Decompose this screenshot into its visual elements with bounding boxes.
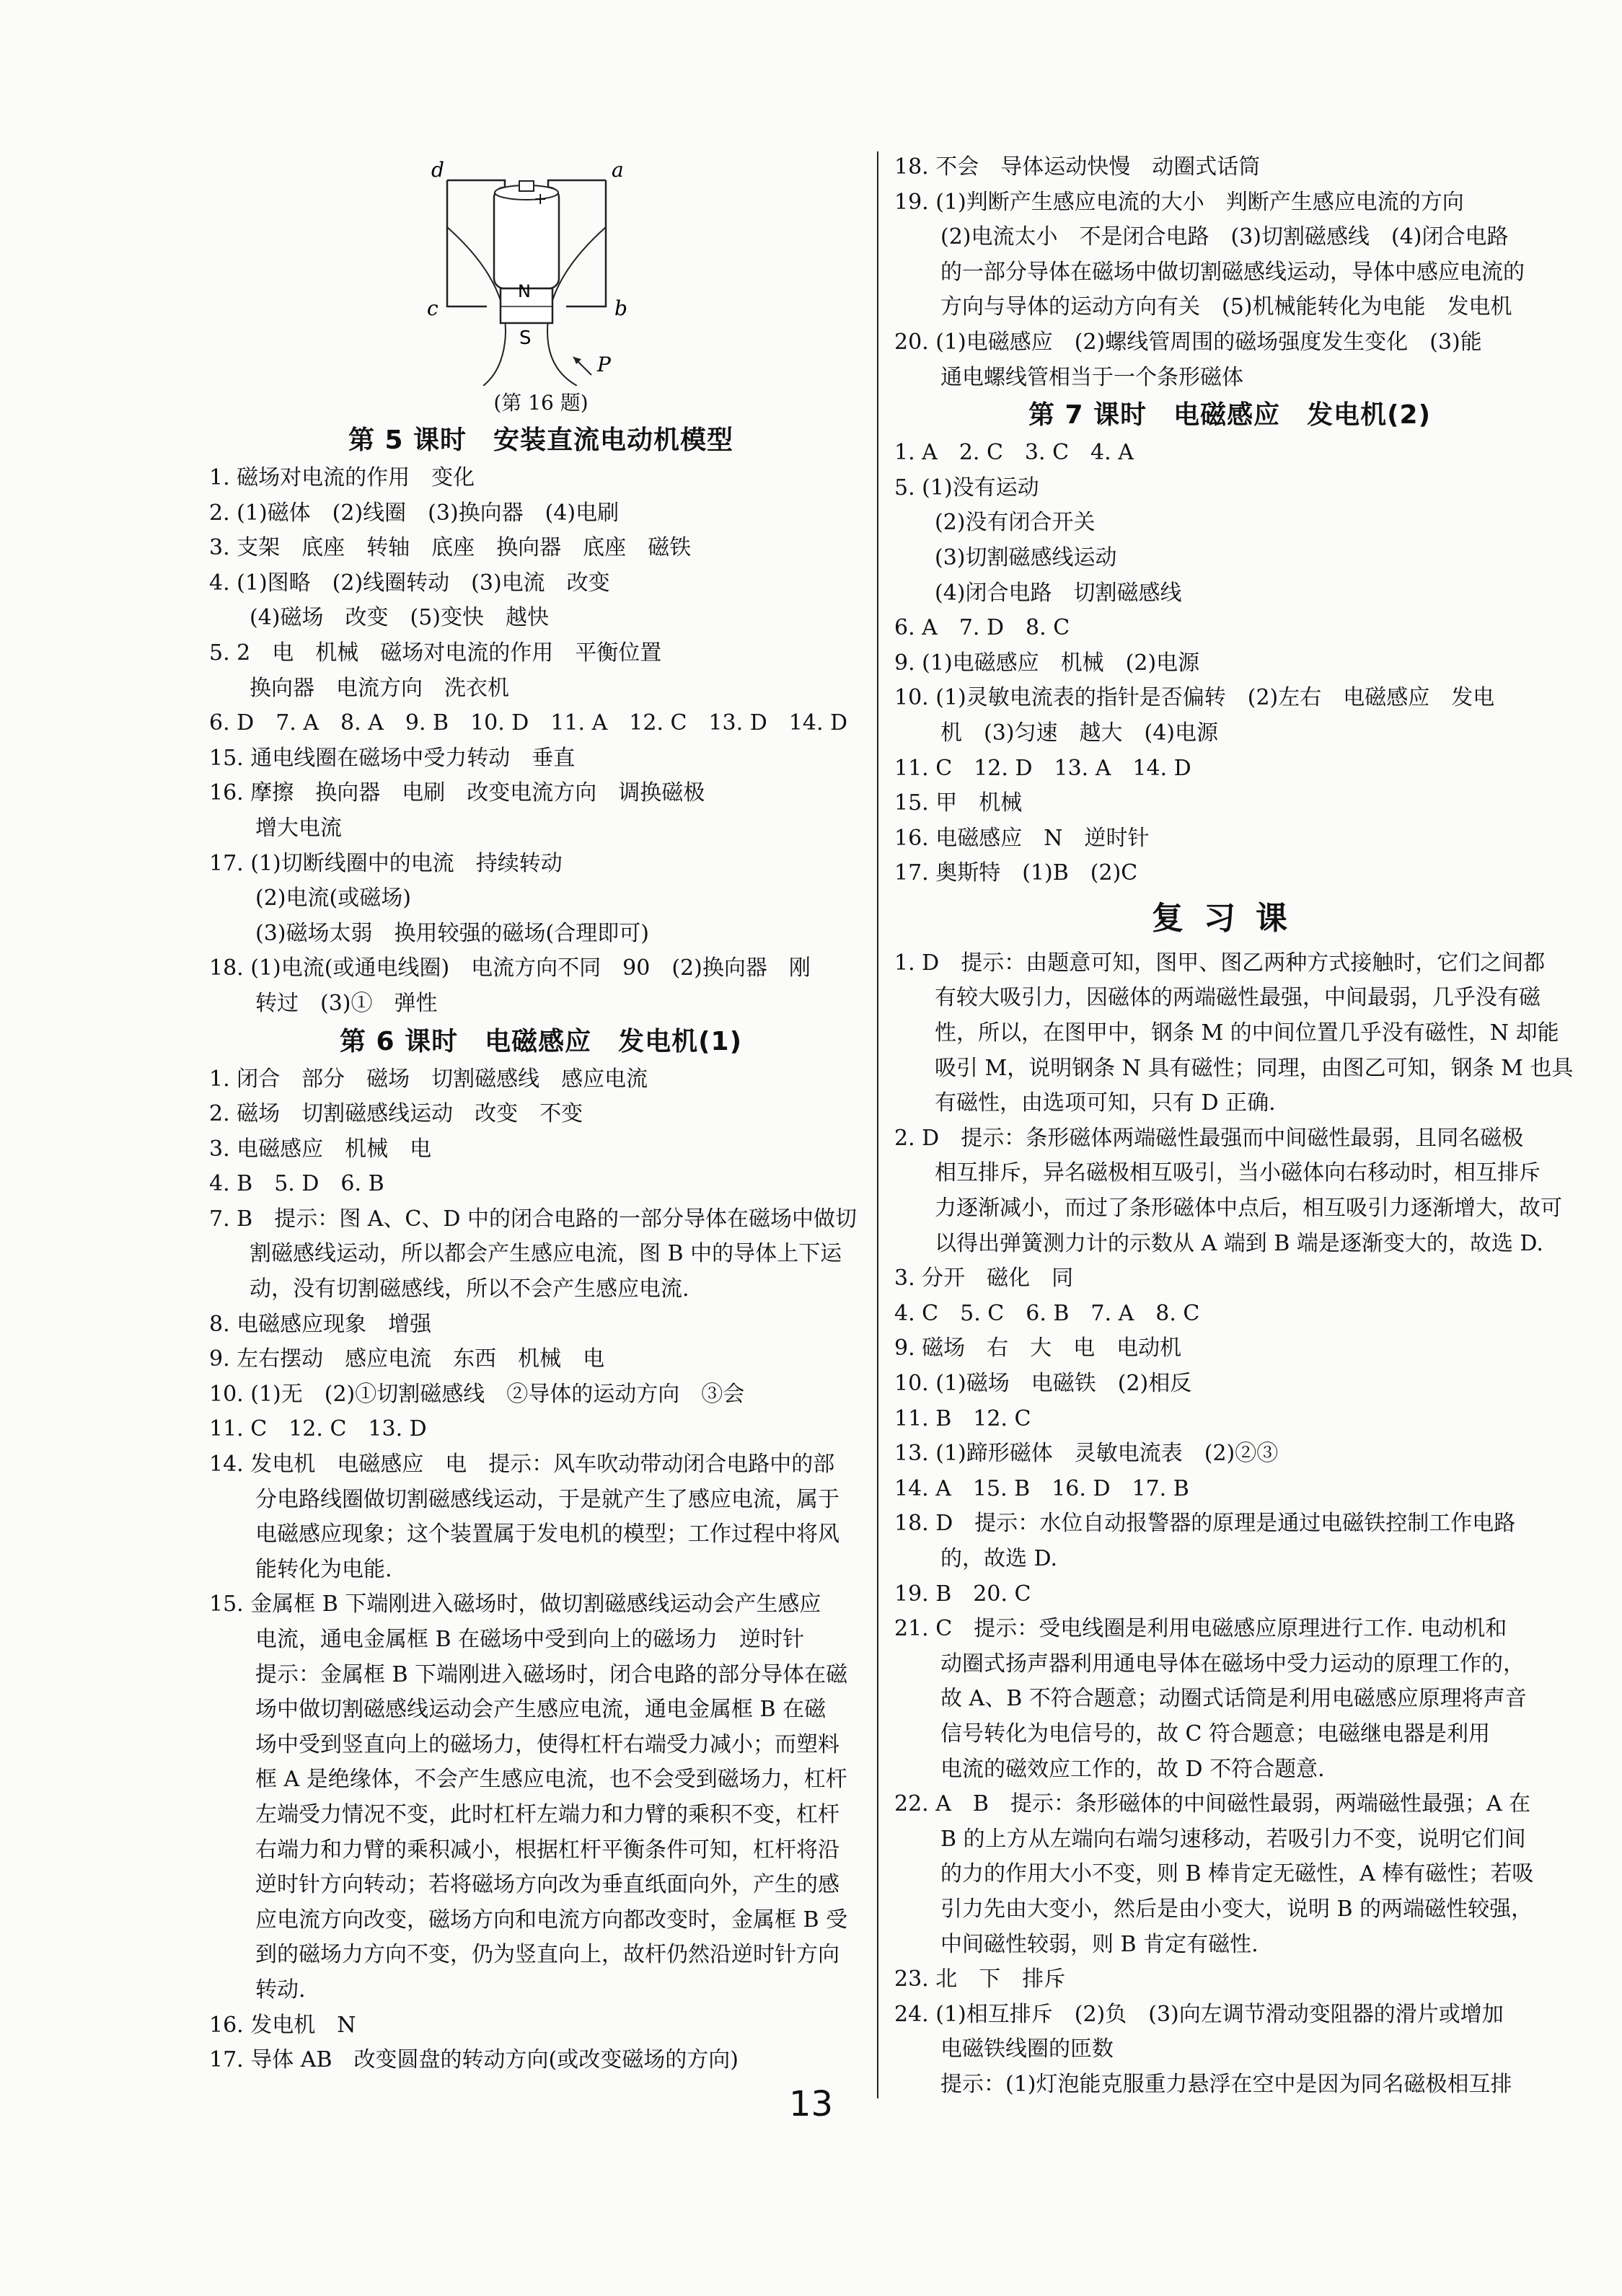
answer-line: 18. D 提示：水位自动报警器的原理是通过电磁铁控制工作电路 bbox=[894, 1511, 1516, 1537]
answer-line: 中间磁性较弱，则 B 肯定有磁性. bbox=[940, 1931, 1259, 1957]
label-c: c bbox=[427, 296, 438, 320]
figure-caption: (第 16 题) bbox=[493, 391, 589, 415]
answer-line: 16. 电磁感应 N 逆时针 bbox=[894, 825, 1150, 851]
section-title-lesson6: 第 6 课时 电磁感应 发电机(1) bbox=[339, 1026, 743, 1056]
answer-line: 右端力和力臂的乘积减小，根据杠杆平衡条件可知，杠杆将沿 bbox=[255, 1837, 839, 1863]
answer-line: 4. (1)图略 (2)线圈转动 (3)电流 改变 bbox=[209, 570, 610, 596]
label-a: a bbox=[612, 158, 624, 182]
column-divider bbox=[877, 151, 878, 2098]
label-d: d bbox=[431, 158, 444, 182]
answer-line: 性，所以，在图甲中，钢条 M 的中间位置几乎没有磁性，N 却能 bbox=[935, 1020, 1559, 1046]
answer-line: 7. B 提示：图 A、C、D 中的闭合电路的一部分导体在磁场中做切 bbox=[209, 1206, 857, 1232]
answer-line: (2)没有闭合开关 bbox=[935, 510, 1096, 536]
answer-line: 动圈式扬声器利用通电导体在磁场中受力运动的原理工作的， bbox=[940, 1651, 1525, 1677]
answer-line: 有磁性，由选项可知，只有 D 正确. bbox=[935, 1090, 1276, 1116]
answer-line: 引力先由大变小，然后是由小变大，说明 B 的两端磁性较强， bbox=[940, 1896, 1533, 1922]
answer-line: 通电螺线管相当于一个条形磁体 bbox=[940, 364, 1243, 390]
answer-line: 10. (1)磁场 电磁铁 (2)相反 bbox=[894, 1371, 1192, 1396]
answer-line: 15. 甲 机械 bbox=[894, 790, 1023, 816]
answer-line: 提示：金属框 B 下端刚进入磁场时，闭合电路的部分导体在磁 bbox=[255, 1661, 848, 1687]
answer-line: (3)切割磁感线运动 bbox=[935, 544, 1117, 570]
answer-line: 17. 奥斯特 (1)B (2)C bbox=[894, 860, 1138, 886]
answer-line: (3)磁场太弱 换用较强的磁场(合理即可) bbox=[255, 920, 649, 946]
answer-line: 增大电流 bbox=[255, 815, 342, 841]
answer-line: 23. 北 下 排斥 bbox=[894, 1966, 1066, 1992]
answer-line: 3. 支架 底座 转轴 底座 换向器 底座 磁铁 bbox=[209, 535, 692, 561]
page-number: 13 bbox=[788, 2084, 834, 2124]
answer-line: 左端受力情况不变，此时杠杆左端力和力臂的乘积不变，杠杆 bbox=[255, 1801, 839, 1827]
section-title-lesson5: 第 5 课时 安装直流电动机模型 bbox=[348, 425, 734, 455]
answer-line: 转过 (3)① 弹性 bbox=[255, 990, 438, 1016]
answer-line: 19. B 20. C bbox=[894, 1581, 1031, 1607]
answer-line: 4. C 5. C 6. B 7. A 8. C bbox=[894, 1300, 1200, 1326]
answer-line: 故 A、B 不符合题意；动圈式话筒是利用电磁感应原理将声音 bbox=[940, 1686, 1527, 1712]
answer-line: 电流，通电金属框 B 在磁场中受到向上的磁场力 逆时针 bbox=[255, 1627, 805, 1652]
answer-line: 2. D 提示：条形磁体两端磁性最强而中间磁性最弱，且同名磁极 bbox=[894, 1125, 1524, 1151]
answer-line: 17. 导体 AB 改变圆盘的转动方向(或改变磁场的方向) bbox=[209, 2047, 739, 2073]
answer-line: 13. (1)蹄形磁体 灵敏电流表 (2)②③ bbox=[894, 1441, 1279, 1467]
answer-line: 割磁感线运动，所以都会产生感应电流，图 B 中的导体上下运 bbox=[250, 1241, 842, 1267]
right-column bbox=[894, 150, 1574, 2102]
answer-line: 6. D 7. A 8. A 9. B 10. D 11. A 12. C 13. D 14. D bbox=[209, 710, 848, 736]
answer-line: 转动. bbox=[255, 1977, 306, 2003]
answer-line: 17. (1)切断线圈中的电流 持续转动 bbox=[209, 850, 563, 876]
answer-line: 方向与导体的运动方向有关 (5)机械能转化为电能 发电机 bbox=[940, 294, 1512, 320]
answer-line: 5. (1)没有运动 bbox=[894, 474, 1039, 500]
answer-line: 电流的磁效应工作的，故 D 不符合题意. bbox=[940, 1756, 1325, 1782]
answer-line: 力逐渐减小，而过了条形磁体中点后，相互吸引力逐渐增大，故可 bbox=[935, 1196, 1562, 1222]
answer-line: 14. 发电机 电磁感应 电 提示：风车吹动带动闭合电路中的部 bbox=[209, 1452, 835, 1478]
answer-line: 11. B 12. C bbox=[894, 1405, 1031, 1431]
answer-line: 动，没有切割磁感线，所以不会产生感应电流. bbox=[250, 1276, 689, 1302]
answer-line: 机 (3)匀速 越大 (4)电源 bbox=[940, 720, 1218, 746]
answer-line: 的，故选 D. bbox=[940, 1545, 1058, 1571]
answer-line: (2)电流(或磁场) bbox=[255, 886, 411, 911]
answer-line: 能转化为电能. bbox=[255, 1556, 392, 1582]
answer-line: 有较大吸引力，因磁体的两端磁性最强，中间最弱，几乎没有磁 bbox=[935, 985, 1541, 1011]
answer-line: 吸引 M，说明钢条 N 具有磁性；同理，由图乙可知，钢条 M 也具 bbox=[935, 1055, 1574, 1081]
answer-line: 信号转化为电信号的，故 C 符合题意；电磁继电器是利用 bbox=[940, 1721, 1491, 1747]
answer-line: 22. A B 提示：条形磁体的中间磁性最弱，两端磁性最强；A 在 bbox=[894, 1791, 1531, 1817]
answer-line: 电磁感应现象；这个装置属于发电机的模型；工作过程中将风 bbox=[255, 1522, 839, 1547]
answer-line: 15. 通电线圈在磁场中受力转动 垂直 bbox=[209, 745, 576, 771]
answer-line: 16. 摩擦 换向器 电刷 改变电流方向 调换磁极 bbox=[209, 780, 705, 806]
answer-line: 1. 磁场对电流的作用 变化 bbox=[209, 465, 475, 490]
answer-line: 14. A 15. B 16. D 17. B bbox=[894, 1475, 1189, 1501]
answer-line: 21. C 提示：受电线圈是利用电磁感应原理进行工作. 电动机和 bbox=[894, 1616, 1507, 1642]
answer-line: 到的磁场力方向不变，仍为竖直向上，故杆仍然沿逆时针方向 bbox=[255, 1942, 839, 1968]
label-north: N bbox=[518, 281, 531, 301]
answer-line: 电磁铁线圈的匝数 bbox=[940, 2036, 1114, 2062]
answer-line: 场中受到竖直向上的磁场力，使得杠杆右端受力减小；而塑料 bbox=[255, 1731, 839, 1757]
label-p: P bbox=[597, 353, 611, 376]
answer-line: 16. 发电机 N bbox=[209, 2012, 356, 2038]
answer-line: 4. B 5. D 6. B bbox=[209, 1171, 384, 1197]
label-b: b bbox=[614, 296, 627, 320]
left-column bbox=[209, 148, 873, 2078]
answer-line: 6. A 7. D 8. C bbox=[894, 615, 1070, 641]
answer-line: 9. (1)电磁感应 机械 (2)电源 bbox=[894, 650, 1200, 676]
answer-line: 相互排斥，异名磁极相互吸引，当小磁体向右移动时，相互排斥 bbox=[935, 1160, 1541, 1186]
answer-line: 11. C 12. C 13. D bbox=[209, 1416, 427, 1442]
figure-16 bbox=[209, 148, 873, 386]
answer-line: 的力的作用大小不变，则 B 棒肯定无磁性，A 棒有磁性；若吸 bbox=[940, 1861, 1534, 1887]
answer-line: 框 A 是绝缘体，不会产生感应电流，也不会受到磁场力，杠杆 bbox=[255, 1767, 847, 1793]
answer-line: 5. 2 电 机械 磁场对电流的作用 平衡位置 bbox=[209, 640, 662, 666]
answer-line: 1. 闭合 部分 磁场 切割磁感线 感应电流 bbox=[209, 1066, 648, 1092]
answer-line: B 的上方从左端向右端匀速移动，若吸引力不变，说明它们间 bbox=[940, 1826, 1526, 1852]
answer-line: 9. 左右摆动 感应电流 东西 机械 电 bbox=[209, 1346, 605, 1372]
answer-line: 18. 不会 导体运动快慢 动圈式话筒 bbox=[894, 154, 1261, 180]
answer-line: 2. 磁场 切割磁感线运动 改变 不变 bbox=[209, 1101, 583, 1127]
answer-line: 24. (1)相互排斥 (2)负 (3)向左调节滑动变阻器的滑片或增加 bbox=[894, 2001, 1504, 2027]
label-south: S bbox=[519, 327, 532, 349]
section-title-lesson7: 第 7 课时 电磁感应 发电机(2) bbox=[1028, 400, 1432, 430]
answer-line: 1. A 2. C 3. C 4. A bbox=[894, 440, 1134, 466]
answer-line: 应电流方向改变，磁场方向和电流方向都改变时，金属框 B 受 bbox=[255, 1907, 848, 1933]
section-title-review: 复习课 bbox=[1152, 899, 1308, 937]
answer-line: 8. 电磁感应现象 增强 bbox=[209, 1311, 432, 1337]
answer-line: 11. C 12. D 13. A 14. D bbox=[894, 755, 1191, 781]
answer-line: 分电路线圈做切割磁感线运动，于是就产生了感应电流，属于 bbox=[255, 1486, 839, 1512]
answer-line: 2. (1)磁体 (2)线圈 (3)换向器 (4)电刷 bbox=[209, 500, 620, 526]
answer-line: 场中做切割磁感线运动会产生感应电流，通电金属框 B 在磁 bbox=[255, 1697, 827, 1723]
answer-line: 3. 电磁感应 机械 电 bbox=[209, 1136, 432, 1162]
answer-line: 的一部分导体在磁场中做切割磁感线运动，导体中感应电流的 bbox=[940, 259, 1525, 285]
answer-line: 以得出弹簧测力计的示数从 A 端到 B 端是逐渐变大的，故选 D. bbox=[935, 1230, 1543, 1256]
answer-line: (4)磁场 改变 (5)变快 越快 bbox=[250, 605, 549, 631]
motor-coil-diagram bbox=[426, 155, 627, 386]
answer-line: (2)电流太小 不是闭合电路 (3)切割磁感线 (4)闭合电路 bbox=[940, 224, 1509, 250]
answer-line: 9. 磁场 右 大 电 电动机 bbox=[894, 1335, 1182, 1361]
answer-line: 10. (1)无 (2)①切割磁感线 ②导体的运动方向 ③会 bbox=[209, 1381, 745, 1407]
answer-line: 10. (1)灵敏电流表的指针是否偏转 (2)左右 电磁感应 发电 bbox=[894, 685, 1495, 711]
answer-line: 逆时针方向转动；若将磁场方向改为垂直纸面向外，产生的感 bbox=[255, 1872, 839, 1898]
label-plus: + bbox=[534, 190, 547, 208]
answer-line: 15. 金属框 B 下端刚进入磁场时，做切割磁感线运动会产生感应 bbox=[209, 1591, 821, 1617]
answer-line: 换向器 电流方向 洗衣机 bbox=[250, 675, 509, 701]
answer-line: 19. (1)判断产生感应电流的大小 判断产生感应电流的方向 bbox=[894, 189, 1464, 215]
answer-line: 1. D 提示：由题意可知，图甲、图乙两种方式接触时，它们之间都 bbox=[894, 950, 1546, 976]
answer-line: 20. (1)电磁感应 (2)螺线管周围的磁场强度发生变化 (3)能 bbox=[894, 329, 1482, 355]
answer-line: (4)闭合电路 切割磁感线 bbox=[935, 580, 1182, 606]
answer-line: 18. (1)电流(或通电线圈) 电流方向不同 90 (2)换向器 刚 bbox=[209, 955, 811, 981]
answer-line: 提示：(1)灯泡能克服重力悬浮在空中是因为同名磁极相互排 bbox=[940, 2071, 1512, 2097]
answer-line: 3. 分开 磁化 同 bbox=[894, 1266, 1074, 1292]
